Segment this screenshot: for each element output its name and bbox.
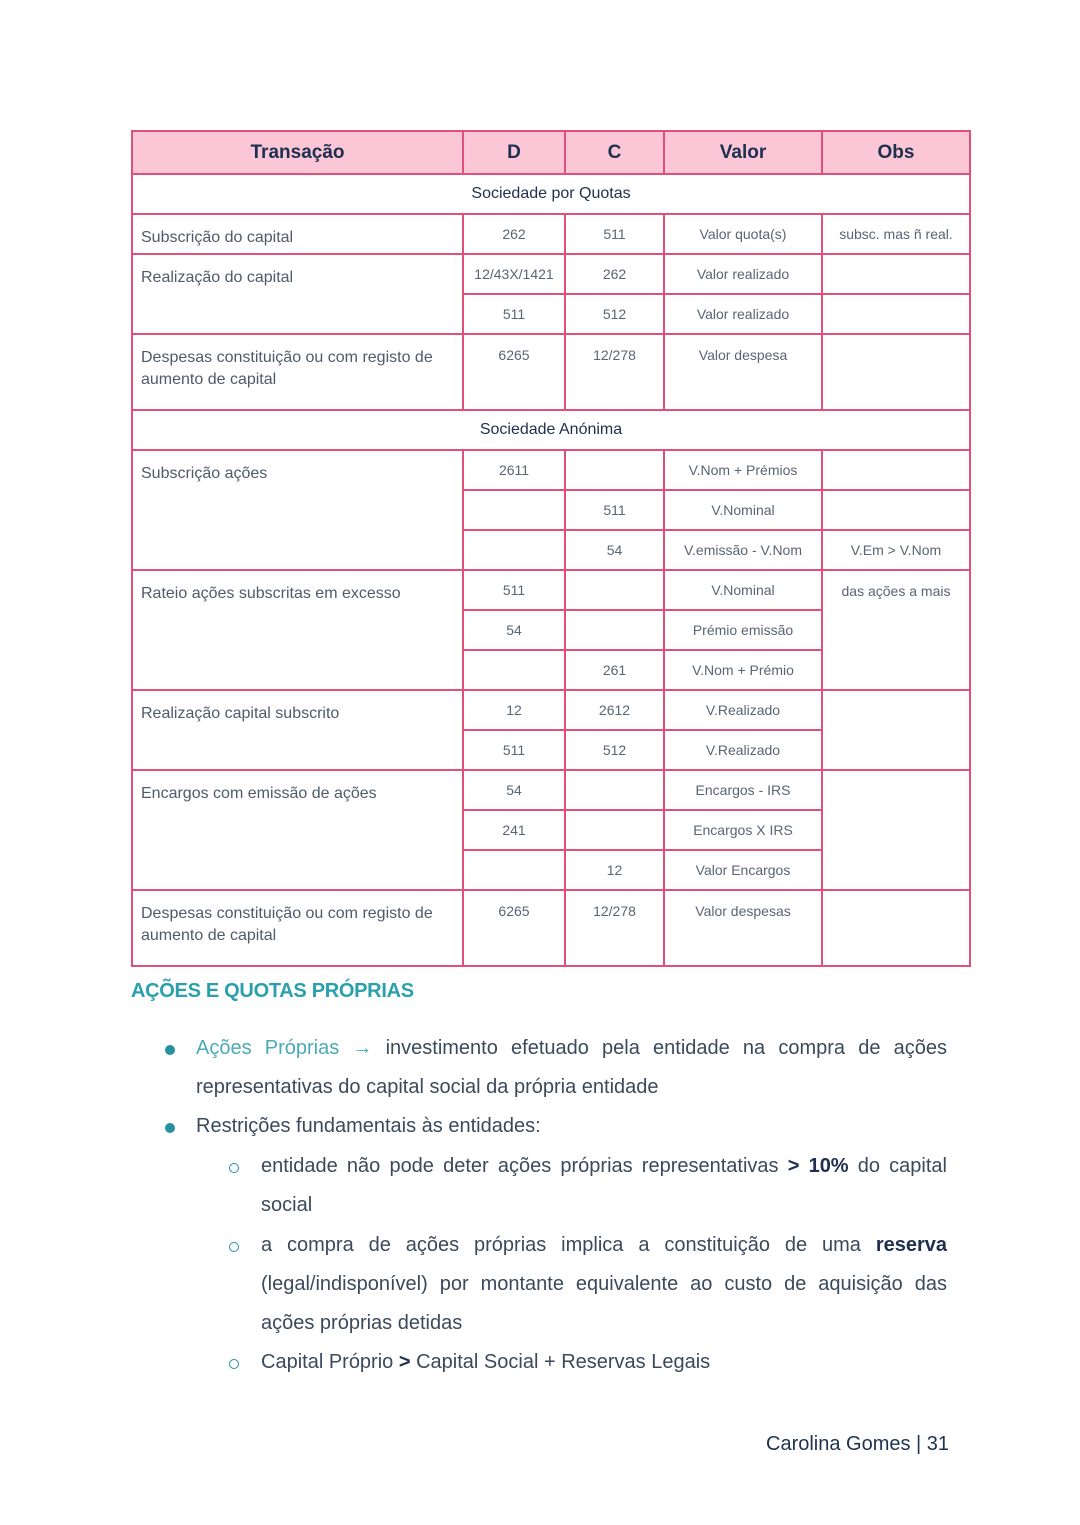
d-cell <box>463 490 565 530</box>
sub1-post: do capital <box>857 1155 947 1177</box>
c-cell <box>565 810 664 850</box>
obs-cell <box>822 294 970 334</box>
obs-cell <box>822 490 970 530</box>
table-row <box>132 690 970 730</box>
header-transacao: Transação <box>132 131 463 174</box>
valor-cell: Encargos - IRS <box>664 770 822 810</box>
table-row <box>132 570 970 610</box>
c-cell <box>565 450 664 490</box>
valor-cell: Valor realizado <box>664 294 822 334</box>
obs-cell: subsc. mas ñ real. <box>822 214 970 254</box>
table-row <box>132 254 970 294</box>
bullet-restricoes: Restrições fundamentais às entidades: <box>196 1115 541 1137</box>
d-cell: 262 <box>463 214 565 254</box>
header-d: D <box>463 131 565 174</box>
valor-cell: Valor despesas <box>664 890 822 966</box>
valor-cell: Encargos X IRS <box>664 810 822 850</box>
transacao-cell: Realização capital subscrito <box>132 690 463 770</box>
bullet-ações-proprias <box>196 1037 947 1060</box>
sub-bullet-1-line2: social <box>261 1194 313 1216</box>
sub-bullet-1 <box>261 1155 947 1178</box>
valor-cell: V.Nom + Prémios <box>664 450 822 490</box>
d-cell <box>463 530 565 570</box>
sub-bullet-2-line2: (legal/indisponível) por montante equivalente ao custo de aquisição das <box>261 1273 947 1295</box>
c-cell: 512 <box>565 294 664 334</box>
term-acoes-proprias: Ações Próprias <box>196 1037 340 1059</box>
valor-cell: Valor quota(s) <box>664 214 822 254</box>
table-header-row <box>132 131 970 174</box>
section-title: Sociedade Anónima <box>132 410 970 450</box>
valor-cell: V.Realizado <box>664 690 822 730</box>
valor-cell: Prémio emissão <box>664 610 822 650</box>
section-title: Sociedade por Quotas <box>132 174 970 214</box>
obs-cell <box>822 254 970 294</box>
d-cell: 511 <box>463 730 565 770</box>
sub3-pre: Capital Próprio <box>261 1351 394 1373</box>
valor-cell: Valor despesa <box>664 334 822 410</box>
d-cell: 12/43X/1421 <box>463 254 565 294</box>
valor-cell: V.Nominal <box>664 570 822 610</box>
sub-bullet-2 <box>261 1234 947 1257</box>
c-cell: 512 <box>565 730 664 770</box>
c-cell: 511 <box>565 214 664 254</box>
transacao-cell: Rateio ações subscritas em excesso <box>132 570 463 690</box>
sub2-strong: reserva <box>875 1234 947 1256</box>
d-cell: 12 <box>463 690 565 730</box>
bullet-icon <box>165 1123 175 1133</box>
accounting-table <box>131 130 971 967</box>
d-cell: 511 <box>463 294 565 334</box>
table-row <box>132 890 970 966</box>
d-cell: 6265 <box>463 334 565 410</box>
c-cell <box>565 610 664 650</box>
sub2-pre: a compra de ações próprias implica a constituição de uma <box>261 1234 861 1256</box>
sub3-post: Capital Social + Reservas Legais <box>416 1351 711 1373</box>
arrow-icon: → <box>352 1037 373 1059</box>
obs-cell <box>822 690 970 770</box>
header-obs: Obs <box>822 131 970 174</box>
c-cell: 12/278 <box>565 334 664 410</box>
c-cell: 12 <box>565 850 664 890</box>
c-cell: 54 <box>565 530 664 570</box>
obs-cell <box>822 450 970 490</box>
circle-bullet-icon <box>229 1242 239 1252</box>
d-cell: 54 <box>463 610 565 650</box>
header-valor: Valor <box>664 131 822 174</box>
valor-cell: V.Nominal <box>664 490 822 530</box>
table-row <box>132 450 970 490</box>
sub-bullet-2-line3: ações próprias detidas <box>261 1312 463 1334</box>
d-cell: 511 <box>463 570 565 610</box>
header-c: C <box>565 131 664 174</box>
obs-cell <box>822 334 970 410</box>
valor-cell: Valor Encargos <box>664 850 822 890</box>
c-cell <box>565 570 664 610</box>
c-cell: 262 <box>565 254 664 294</box>
obs-cell: V.Em > V.Nom <box>822 530 970 570</box>
obs-cell <box>822 770 970 890</box>
d-cell: 6265 <box>463 890 565 966</box>
transacao-cell: Subscrição ações <box>132 450 463 570</box>
sub1-strong: > 10% <box>787 1155 849 1177</box>
d-cell <box>463 850 565 890</box>
c-cell <box>565 770 664 810</box>
circle-bullet-icon <box>229 1163 239 1173</box>
d-cell: 2611 <box>463 450 565 490</box>
d-cell: 54 <box>463 770 565 810</box>
bullet-text-line2: representativas do capital social da própria entidade <box>196 1076 659 1098</box>
bullet-icon <box>165 1045 175 1055</box>
obs-cell <box>822 890 970 966</box>
c-cell: 261 <box>565 650 664 690</box>
c-cell: 2612 <box>565 690 664 730</box>
transacao-cell: Despesas constituição ou com registo de aumento de capital <box>132 890 463 966</box>
sub1-pre: entidade não pode deter ações próprias representativas <box>261 1155 779 1177</box>
circle-bullet-icon <box>229 1359 239 1369</box>
table-row <box>132 770 970 810</box>
transacao-cell: Subscrição do capital <box>132 214 463 254</box>
table-row <box>132 214 970 254</box>
transacao-cell: Despesas constituição ou com registo de aumento de capital <box>132 334 463 410</box>
d-cell: 241 <box>463 810 565 850</box>
c-cell: 12/278 <box>565 890 664 966</box>
d-cell <box>463 650 565 690</box>
page-footer: Carolina Gomes | 31 <box>766 1433 950 1455</box>
table-row <box>132 334 970 410</box>
valor-cell: V.Realizado <box>664 730 822 770</box>
valor-cell: V.Nom + Prémio <box>664 650 822 690</box>
transacao-cell: Encargos com emissão de ações <box>132 770 463 890</box>
section-row <box>132 174 970 214</box>
sub3-strong: > <box>398 1351 411 1373</box>
valor-cell: V.emissão - V.Nom <box>664 530 822 570</box>
c-cell: 511 <box>565 490 664 530</box>
section-row <box>132 410 970 450</box>
valor-cell: Valor realizado <box>664 254 822 294</box>
transacao-cell: Realização do capital <box>132 254 463 334</box>
bullet-text: investimento efetuado pela entidade na compra de ações <box>385 1037 947 1059</box>
sub-bullet-3 <box>261 1351 710 1374</box>
obs-cell: das ações a mais <box>822 570 970 690</box>
section-heading: AÇÕES E QUOTAS PRÓPRIAS <box>131 980 414 1002</box>
